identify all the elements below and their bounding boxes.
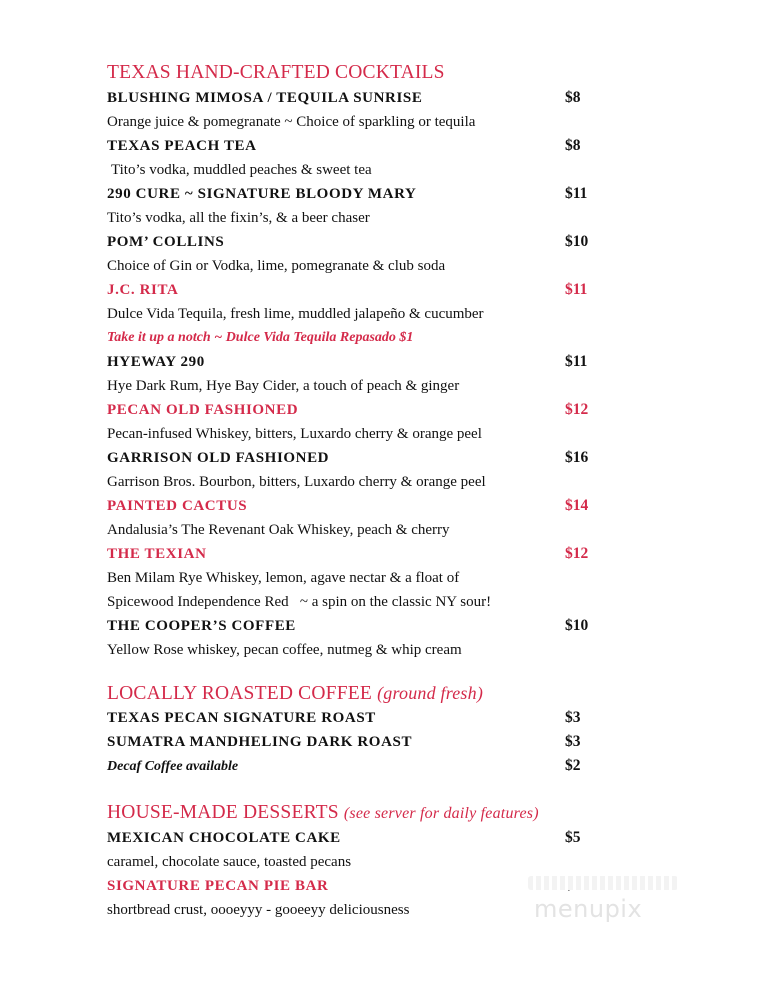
cocktail-11-row: [107, 614, 607, 638]
cocktail-7-desc: Pecan-infused Whiskey, bitters, Luxardo cherry & orange peel: [107, 426, 482, 442]
cocktail-11-name: THE COOPER’S COFFEE: [107, 618, 296, 634]
cocktail-5-name: J.C. RITA: [107, 282, 179, 298]
menu: [107, 60, 607, 922]
coffee-3-name: Decaf Coffee available: [107, 759, 239, 774]
cocktail-4-desc: Choice of Gin or Vodka, lime, pomegranate & club soda: [107, 258, 446, 274]
cocktail-1-row: [107, 86, 607, 110]
coffee-1-row: [107, 706, 607, 730]
cocktail-1-price: $8: [565, 89, 581, 106]
cocktail-6-desc: Hye Dark Rum, Hye Bay Cider, a touch of peach & ginger: [107, 378, 460, 394]
coffee-1-price: $3: [565, 709, 581, 726]
cocktail-1-name: BLUSHING MIMOSA / TEQUILA SUNRISE: [107, 90, 423, 106]
cocktail-9-row: [107, 494, 607, 518]
cocktail-2-desc: Tito’s vodka, muddled peaches & sweet tea: [111, 162, 372, 178]
cocktail-5-row: [107, 278, 607, 302]
coffee-3-price: $2: [565, 757, 581, 774]
cocktail-8-row: [107, 446, 607, 470]
cocktail-3-row: [107, 182, 607, 206]
cocktail-10-name: THE TEXIAN: [107, 546, 207, 562]
cocktail-6-name: HYEWAY 290: [107, 354, 205, 370]
coffee-2-name: SUMATRA MANDHELING DARK ROAST: [107, 734, 413, 750]
cocktail-1-desc: Orange juice & pomegranate ~ Choice of sparkling or tequila: [107, 114, 476, 130]
cocktail-8-price: $16: [565, 449, 589, 466]
coffee-1-name: TEXAS PECAN SIGNATURE ROAST: [107, 710, 376, 726]
cocktail-5-note: Take it up a notch ~ Dulce Vida Tequila Repasado $1: [107, 330, 414, 345]
cocktail-8-name: GARRISON OLD FASHIONED: [107, 450, 330, 466]
cocktail-11-price: $10: [565, 617, 589, 634]
cocktail-4-name: POM’ COLLINS: [107, 234, 225, 250]
dessert-1-row: [107, 826, 607, 850]
cocktail-10-desc-2: Spicewood Independence Red ~ a spin on the classic NY sour!: [107, 594, 492, 610]
cocktail-10-row: [107, 542, 607, 566]
coffee-subtitle: (ground fresh): [377, 683, 484, 703]
cocktail-3-price: $11: [565, 185, 588, 202]
cocktail-6-price: $11: [565, 353, 588, 370]
coffee-2-row: [107, 730, 607, 754]
watermark-decoration: [528, 876, 678, 890]
dessert-1-desc: caramel, chocolate sauce, toasted pecans: [107, 854, 352, 870]
dessert-1-name: MEXICAN CHOCOLATE CAKE: [107, 830, 341, 846]
coffee-heading: LOCALLY ROASTED COFFEE (ground fresh): [107, 683, 484, 704]
cocktail-11-desc: Yellow Rose whiskey, pecan coffee, nutmeg & whip cream: [107, 642, 462, 658]
cocktail-9-name: PAINTED CACTUS: [107, 498, 248, 514]
cocktail-9-desc: Andalusia’s The Revenant Oak Whiskey, peach & cherry: [107, 522, 450, 538]
coffee-2-price: $3: [565, 733, 581, 750]
cocktail-4-price: $10: [565, 233, 589, 250]
cocktail-2-price: $8: [565, 137, 581, 154]
cocktail-3-name: 290 CURE ~ SIGNATURE BLOODY MARY: [107, 186, 417, 202]
section-spacer: [107, 778, 607, 800]
cocktail-7-name: PECAN OLD FASHIONED: [107, 402, 299, 418]
desserts-subtitle: (see server for daily features): [343, 805, 539, 822]
cocktail-7-price: $12: [565, 401, 589, 418]
cocktail-2-row: [107, 134, 607, 158]
dessert-1-price: $5: [565, 829, 581, 846]
dessert-2-desc: shortbread crust, oooeyyy - gooeeyy deliciousness: [107, 902, 410, 918]
cocktail-10-desc: Ben Milam Rye Whiskey, lemon, agave nectar & a float of: [107, 570, 460, 586]
cocktails-heading: TEXAS HAND-CRAFTED COCKTAILS: [107, 62, 445, 83]
cocktail-10-price: $12: [565, 545, 589, 562]
cocktail-5-price: $11: [565, 281, 588, 298]
coffee-3-row: [107, 754, 607, 778]
cocktail-7-row: [107, 398, 607, 422]
watermark-logo: menupix: [534, 895, 643, 923]
dessert-2-name: SIGNATURE PECAN PIE BAR: [107, 878, 329, 894]
cocktail-4-row: [107, 230, 607, 254]
cocktail-6-row: [107, 350, 607, 374]
section-spacer: [107, 662, 607, 680]
cocktail-9-price: $14: [565, 497, 589, 514]
cocktail-5-desc: Dulce Vida Tequila, fresh lime, muddled jalapeño & cucumber: [107, 306, 484, 322]
cocktail-8-desc: Garrison Bros. Bourbon, bitters, Luxardo cherry & orange peel: [107, 474, 486, 490]
cocktail-2-name: TEXAS PEACH TEA: [107, 138, 257, 154]
desserts-heading: HOUSE-MADE DESSERTS (see server for daily features): [107, 802, 539, 823]
cocktail-3-desc: Tito’s vodka, all the fixin’s, & a beer chaser: [107, 210, 370, 226]
